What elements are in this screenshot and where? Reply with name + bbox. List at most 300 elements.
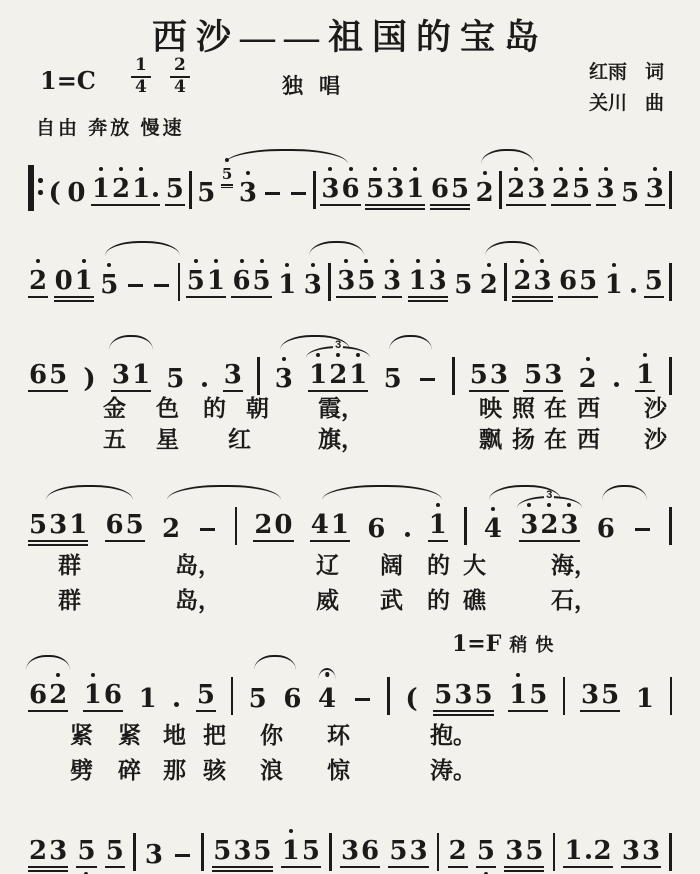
note-glyphs bbox=[91, 176, 160, 206]
augmentation-dot bbox=[586, 854, 591, 859]
lyric-syllable: 礁 bbox=[463, 587, 486, 613]
note-glyphs bbox=[558, 268, 598, 298]
note-token bbox=[28, 512, 88, 542]
note-glyphs bbox=[197, 528, 218, 543]
note-char: 5 bbox=[49, 360, 68, 390]
note-glyphs bbox=[404, 686, 418, 712]
octave-dot-high bbox=[260, 259, 264, 263]
note-token bbox=[186, 268, 226, 298]
note-char: 6 bbox=[232, 268, 250, 294]
note-glyphs bbox=[523, 362, 563, 392]
note-glyphs bbox=[231, 268, 271, 298]
note-char: 2 bbox=[507, 176, 525, 202]
note-glyphs bbox=[336, 268, 376, 298]
barline bbox=[328, 263, 331, 301]
slur-arc bbox=[105, 241, 180, 256]
note-token bbox=[28, 682, 68, 712]
barline bbox=[133, 833, 136, 871]
note-glyphs bbox=[635, 362, 655, 392]
lyric-syllable: 飘 bbox=[479, 426, 502, 452]
note-char: 6 bbox=[430, 174, 449, 204]
octave-dot-high bbox=[119, 167, 123, 171]
credits bbox=[589, 57, 664, 119]
note-token bbox=[253, 512, 293, 542]
note-token bbox=[433, 682, 493, 712]
note-token bbox=[448, 838, 468, 868]
dash-extension bbox=[154, 284, 169, 288]
note-char: 5 bbox=[474, 680, 493, 710]
slur-arc bbox=[485, 241, 540, 256]
note-char: 3 bbox=[275, 366, 293, 392]
octave-dot-high bbox=[416, 259, 420, 263]
note-char: 1 bbox=[132, 360, 151, 390]
note-char: 5 bbox=[187, 268, 205, 294]
octave-dot-high bbox=[214, 259, 218, 263]
lyric-syllable: 霞， bbox=[318, 395, 364, 421]
note-char: 5 bbox=[469, 360, 488, 390]
note-glyphs bbox=[165, 366, 185, 392]
slur-arc bbox=[489, 485, 561, 500]
note-char: 3 bbox=[489, 360, 508, 390]
note-char: 6 bbox=[29, 680, 48, 710]
octave-dot-high bbox=[436, 259, 440, 263]
note-glyphs bbox=[504, 838, 544, 868]
note-token bbox=[635, 686, 655, 712]
note-glyphs bbox=[161, 516, 181, 542]
note-glyphs bbox=[430, 176, 470, 206]
lyric-syllable: 抱。 bbox=[430, 722, 476, 748]
note-char: 1 bbox=[330, 510, 349, 540]
lyric-syllable: 在 bbox=[544, 426, 567, 452]
dash-extension bbox=[635, 528, 650, 532]
note-token bbox=[281, 838, 321, 868]
time-signature-numerator: 2 bbox=[170, 57, 190, 78]
note-token bbox=[212, 838, 272, 868]
note-token bbox=[506, 176, 546, 206]
octave-dot-high bbox=[643, 353, 647, 357]
note-token bbox=[172, 686, 181, 712]
note-token bbox=[99, 272, 119, 298]
note-token bbox=[262, 174, 283, 206]
note-char: 1 bbox=[309, 362, 327, 388]
note-char: 3 bbox=[383, 268, 401, 294]
lyric-line bbox=[0, 582, 700, 612]
note-char: 3 bbox=[646, 176, 664, 202]
octave-dot-high bbox=[393, 167, 397, 171]
lyric-syllable: 群 bbox=[58, 587, 81, 613]
note-char: 5 bbox=[253, 268, 271, 294]
note-token bbox=[551, 176, 591, 206]
slur-arc bbox=[389, 335, 432, 350]
lyric-line bbox=[0, 390, 700, 420]
note-glyphs bbox=[303, 272, 323, 298]
note-glyphs bbox=[105, 838, 125, 868]
note-glyphs bbox=[469, 362, 509, 392]
note-glyphs bbox=[165, 176, 185, 206]
note-char: 3 bbox=[520, 512, 538, 538]
note-token bbox=[580, 682, 620, 712]
note-char: 1 bbox=[92, 176, 110, 202]
barline bbox=[504, 263, 507, 301]
octave-dot-high bbox=[579, 167, 583, 171]
note-char: 2 bbox=[49, 682, 67, 708]
octave-dot-high bbox=[344, 259, 348, 263]
key-change-tempo: 稍快 bbox=[509, 635, 562, 655]
note-char: 2 bbox=[476, 180, 494, 206]
octave-dot-high bbox=[487, 263, 491, 267]
augmentation-dot bbox=[631, 288, 636, 293]
lyric-syllable: 红 bbox=[228, 426, 251, 452]
note-char: 3 bbox=[454, 680, 473, 710]
note-token bbox=[483, 516, 503, 542]
note-glyphs bbox=[604, 272, 624, 298]
note-token bbox=[111, 362, 151, 392]
note-token bbox=[644, 268, 664, 298]
note-char: 3 bbox=[581, 680, 600, 710]
lyric-syllable: 的 bbox=[203, 395, 226, 421]
note-char: 3 bbox=[223, 360, 242, 390]
lyric-syllable: 劈 bbox=[70, 757, 93, 783]
lyric-syllable: 紧 bbox=[118, 722, 141, 748]
note-glyphs bbox=[620, 180, 640, 206]
note-token bbox=[248, 686, 268, 712]
note-glyphs bbox=[274, 366, 294, 392]
note-glyphs bbox=[448, 838, 468, 868]
note-token bbox=[558, 268, 598, 298]
note-token bbox=[274, 366, 294, 392]
note-glyphs bbox=[54, 268, 94, 298]
barline bbox=[231, 677, 234, 715]
octave-dot-high bbox=[516, 673, 520, 677]
note-glyphs bbox=[433, 682, 493, 712]
note-token bbox=[475, 180, 495, 206]
note-glyphs bbox=[578, 366, 598, 392]
note-glyphs bbox=[172, 854, 193, 869]
note-char: 2 bbox=[254, 510, 273, 540]
note-glyphs bbox=[248, 686, 268, 712]
note-char: 5 bbox=[454, 270, 473, 300]
performance-type: 独唱 bbox=[282, 75, 356, 98]
note-glyphs bbox=[66, 180, 86, 206]
note-char: 1 bbox=[207, 268, 225, 294]
lyric-syllable: 环 bbox=[327, 722, 350, 748]
note-glyphs bbox=[645, 176, 665, 206]
lyricist-credit bbox=[589, 57, 664, 88]
fermata-icon bbox=[319, 668, 336, 679]
note-glyphs bbox=[479, 272, 499, 298]
note-char: 3 bbox=[505, 836, 524, 866]
note-char: 3 bbox=[239, 180, 257, 206]
note-char: 1 bbox=[636, 362, 654, 388]
note-char: 1 bbox=[138, 684, 157, 714]
note-token bbox=[383, 366, 403, 392]
time-signature-2 bbox=[170, 57, 190, 97]
note-glyphs bbox=[172, 702, 181, 712]
note-token bbox=[578, 366, 598, 392]
note-char: 5 bbox=[450, 174, 470, 204]
octave-dot-high bbox=[612, 263, 616, 267]
note-char: 1 bbox=[75, 268, 93, 294]
lyric-syllable: 色 bbox=[156, 395, 179, 421]
note-token bbox=[91, 176, 160, 206]
note-token bbox=[282, 686, 302, 712]
note-char: 5 bbox=[100, 272, 118, 298]
note-glyphs bbox=[644, 268, 664, 298]
note-token bbox=[54, 268, 94, 298]
barline bbox=[669, 507, 672, 545]
note-token bbox=[165, 366, 185, 392]
note-char: 6 bbox=[342, 176, 360, 202]
lyric-syllable: 岛， bbox=[175, 552, 221, 578]
note-glyphs bbox=[596, 176, 616, 206]
note-token bbox=[352, 680, 373, 712]
note-char: 2 bbox=[161, 514, 181, 544]
slur-arc bbox=[46, 485, 133, 500]
slur-arc bbox=[280, 335, 350, 350]
lyric-syllable: 照 bbox=[512, 395, 535, 421]
note-char: 6 bbox=[596, 514, 615, 544]
slur-arc bbox=[602, 485, 647, 500]
octave-dot-high bbox=[586, 357, 590, 361]
note-char: 3 bbox=[337, 268, 355, 294]
note-glyphs bbox=[28, 682, 68, 712]
note-char: 0 bbox=[67, 178, 86, 208]
note-char: ( bbox=[48, 178, 61, 208]
note-char: 6 bbox=[29, 360, 48, 390]
note-char: 5 bbox=[644, 266, 663, 296]
time-signature-denominator: 4 bbox=[135, 76, 147, 97]
note-token bbox=[83, 682, 123, 712]
note-char: 2 bbox=[448, 836, 467, 866]
note-token bbox=[165, 176, 185, 206]
octave-dot-high bbox=[99, 167, 103, 171]
lyric-syllable: 碎 bbox=[118, 757, 141, 783]
composer-name: 关川 bbox=[588, 93, 627, 114]
lyric-line bbox=[0, 717, 700, 747]
note-token bbox=[303, 272, 323, 298]
note-char: 3 bbox=[409, 836, 428, 866]
lyric-syllable: 骇 bbox=[203, 757, 226, 783]
note-char: 3 bbox=[321, 176, 339, 202]
note-char: 3 bbox=[233, 836, 252, 866]
note-char: 5 bbox=[529, 680, 548, 710]
octave-dot-high bbox=[311, 263, 315, 267]
octave-dot-high bbox=[246, 171, 250, 175]
note-token bbox=[151, 266, 172, 298]
lyric-syllable: 西 bbox=[577, 395, 600, 421]
note-glyphs bbox=[28, 268, 48, 298]
slur-arc bbox=[481, 149, 534, 164]
octave-dot-high bbox=[604, 167, 608, 171]
augmentation-dot bbox=[202, 382, 207, 387]
note-char: 6 bbox=[559, 266, 578, 296]
note-char: 5 bbox=[524, 360, 543, 390]
dash-extension bbox=[175, 854, 190, 858]
note-token bbox=[76, 838, 96, 868]
note-glyphs bbox=[83, 682, 123, 712]
note-glyphs bbox=[317, 686, 337, 712]
lyricist-role: 词 bbox=[644, 62, 664, 83]
note-char: 5 bbox=[165, 174, 184, 204]
note-char: ( bbox=[405, 684, 418, 714]
note-token bbox=[512, 268, 552, 298]
note-token bbox=[469, 362, 509, 392]
barline bbox=[313, 171, 316, 209]
note-token bbox=[196, 682, 216, 712]
composer-role: 曲 bbox=[644, 93, 664, 114]
lyric-line bbox=[0, 421, 700, 451]
octave-dot-high bbox=[56, 673, 60, 677]
octave-dot-high bbox=[82, 259, 86, 263]
note-token bbox=[476, 838, 496, 868]
octave-dot-high bbox=[285, 263, 289, 267]
dash-extension bbox=[355, 698, 370, 702]
note-char: 3 bbox=[544, 360, 563, 390]
note-char: 2 bbox=[480, 272, 498, 298]
lyric-syllable: 惊 bbox=[327, 757, 350, 783]
note-char: 1 bbox=[406, 176, 424, 202]
note-char: 3 bbox=[386, 176, 404, 202]
note-glyphs bbox=[551, 176, 591, 206]
note-char: 4 bbox=[310, 510, 329, 540]
note-token bbox=[404, 686, 418, 712]
note-glyphs bbox=[99, 272, 119, 298]
slur-arc bbox=[225, 149, 348, 164]
octave-dot-high bbox=[240, 259, 244, 263]
note-token bbox=[172, 836, 193, 868]
note-token bbox=[523, 362, 563, 392]
note-char: 5 bbox=[525, 836, 544, 866]
note-glyphs bbox=[629, 288, 638, 298]
note-glyphs bbox=[277, 272, 297, 298]
note-char: 1 bbox=[282, 838, 300, 864]
music-line bbox=[0, 808, 700, 874]
note-char: 1 bbox=[132, 176, 150, 202]
lyric-syllable: 武 bbox=[380, 587, 403, 613]
slur-arc bbox=[167, 485, 281, 500]
note-token bbox=[48, 180, 62, 206]
note-char: 2 bbox=[29, 268, 47, 294]
note-token bbox=[645, 176, 665, 206]
octave-dot-high bbox=[436, 503, 440, 507]
note-char: 5 bbox=[213, 836, 232, 866]
note-char: 3 bbox=[144, 840, 163, 870]
note-glyphs bbox=[48, 180, 62, 206]
octave-dot-high bbox=[373, 167, 377, 171]
note-token bbox=[200, 366, 209, 392]
dash-extension bbox=[420, 378, 435, 382]
lyric-syllable: 扬 bbox=[512, 426, 535, 452]
note-glyphs bbox=[288, 192, 309, 207]
barline bbox=[178, 263, 181, 301]
octave-dot-high bbox=[483, 171, 487, 175]
augmentation-dot bbox=[174, 702, 179, 707]
barline bbox=[201, 833, 204, 871]
music-line bbox=[0, 238, 700, 306]
augmentation-dot bbox=[614, 382, 619, 387]
lyric-syllable: 把 bbox=[203, 722, 226, 748]
note-char: 1 bbox=[635, 684, 654, 714]
time-signature-1 bbox=[131, 57, 151, 97]
note-token bbox=[288, 174, 309, 206]
note-glyphs bbox=[186, 268, 226, 298]
slur-arc bbox=[309, 241, 364, 256]
lyric-syllable: 地 bbox=[163, 722, 186, 748]
barline bbox=[669, 833, 672, 871]
note-char: 3 bbox=[527, 176, 545, 202]
note-glyphs bbox=[320, 176, 360, 206]
triplet-mark: 3 bbox=[306, 346, 370, 358]
octave-dot-high bbox=[328, 167, 332, 171]
triplet-mark: 3 bbox=[517, 496, 581, 508]
note-token bbox=[82, 366, 96, 392]
note-glyphs bbox=[111, 362, 151, 392]
note-glyphs bbox=[223, 362, 243, 392]
note-glyphs bbox=[580, 682, 620, 712]
lyric-syllable: 在 bbox=[544, 395, 567, 421]
note-glyphs bbox=[125, 284, 146, 299]
note-glyphs bbox=[238, 180, 258, 206]
lyric-syllable: 岛， bbox=[175, 587, 221, 613]
note-char: 1 bbox=[69, 510, 88, 540]
song-title: 西沙——祖国的宝岛 bbox=[151, 18, 548, 57]
barline bbox=[464, 507, 467, 545]
note-char: 5 bbox=[383, 364, 402, 394]
lyric-line bbox=[0, 752, 700, 782]
note-glyphs bbox=[475, 180, 495, 206]
note-token bbox=[519, 489, 579, 542]
note-char: 1 bbox=[605, 272, 623, 298]
note-char: 1 bbox=[409, 268, 427, 294]
note-token bbox=[105, 838, 125, 868]
note-char: 5 bbox=[389, 836, 408, 866]
octave-dot-high bbox=[289, 829, 293, 833]
note-char: 5 bbox=[579, 266, 598, 296]
note-token bbox=[563, 838, 612, 868]
note-glyphs bbox=[408, 268, 448, 298]
lyric-syllable: 辽 bbox=[316, 552, 339, 578]
octave-dot-high bbox=[390, 259, 394, 263]
note-char: 1 bbox=[564, 836, 583, 866]
note-char: 4 bbox=[318, 684, 337, 714]
note-char: 5 bbox=[248, 684, 267, 714]
lyric-syllable: 紧 bbox=[70, 722, 93, 748]
note-char: 6 bbox=[361, 836, 380, 866]
music-line bbox=[0, 482, 700, 550]
note-char: 5 bbox=[166, 364, 185, 394]
note-char: 5 bbox=[301, 836, 320, 866]
note-glyphs bbox=[563, 838, 612, 868]
note-char: 5 bbox=[357, 268, 375, 294]
octave-dot-high bbox=[559, 167, 563, 171]
note-token bbox=[28, 838, 68, 868]
note-char: 5 bbox=[125, 510, 144, 540]
music-line bbox=[0, 652, 700, 720]
note-char: 5 bbox=[105, 836, 124, 866]
barline bbox=[189, 171, 192, 209]
barline bbox=[563, 677, 566, 715]
lyric-syllable: 映 bbox=[479, 395, 502, 421]
note-char: 1 bbox=[349, 362, 367, 388]
note-token bbox=[479, 272, 499, 298]
note-token bbox=[632, 510, 653, 542]
lyric-syllable: 西 bbox=[577, 426, 600, 452]
note-glyphs bbox=[144, 842, 164, 868]
note-char: 6 bbox=[103, 680, 122, 710]
note-char: 5 bbox=[196, 680, 215, 710]
note-glyphs bbox=[196, 180, 216, 206]
note-token bbox=[417, 360, 438, 392]
